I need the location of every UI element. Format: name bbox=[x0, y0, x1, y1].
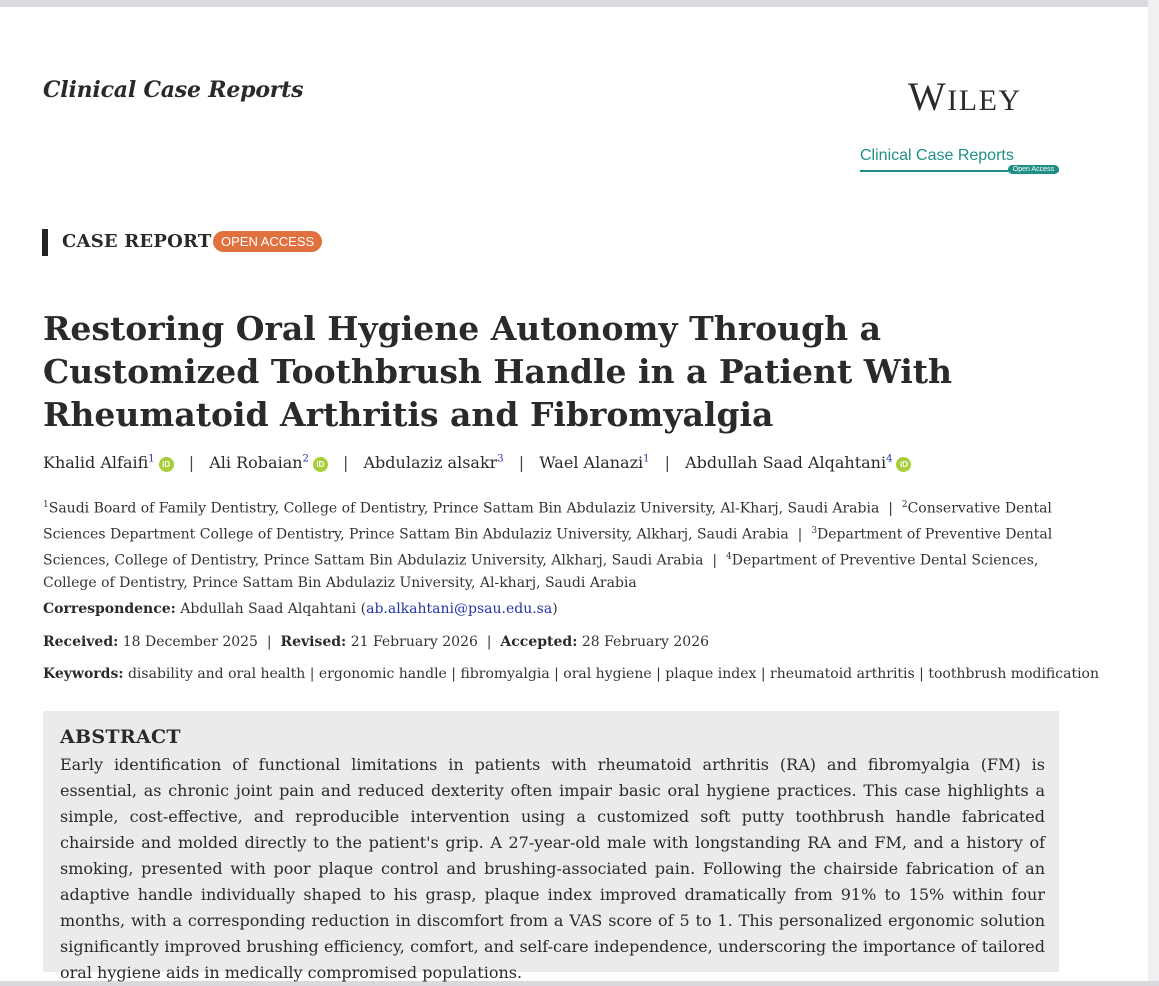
publisher-logo bbox=[908, 73, 1022, 120]
revised-date: 21 February 2026 bbox=[350, 634, 478, 650]
journal-brand-badge: Open Access bbox=[1008, 165, 1059, 174]
logo-initial: W bbox=[908, 74, 948, 119]
author-name[interactable]: Wael Alanazi bbox=[539, 453, 644, 472]
affiliation-ref: 3 bbox=[497, 453, 504, 465]
logo-rest: ILEY bbox=[947, 84, 1022, 117]
author-separator: | bbox=[343, 453, 349, 472]
correspondence: Correspondence: Abdullah Saad Alqahtani (ab.alkahtani@psau.edu.sa) bbox=[43, 601, 558, 617]
orcid-icon[interactable]: iD bbox=[896, 457, 911, 472]
orcid-icon[interactable]: iD bbox=[313, 457, 328, 472]
affiliations: $^1$Saudi Board of Family Dentistry, College of Dentistry, Prince Sattam Bin Abdulaziz University, Al-Kharj, Saudi Arabia | $^2$Conservative Dental Sciences Department College of Dentistry, Prince Sattam Bin Abdulaziz University, Alkharj, Saudi Arabia | $^3$Department of Preventive Dental Sciences, College of Dentistry, Prince Sattam Bin Abdulaziz University, Alkharj, Saudi Arabia | $^4$Department of Preventive Dental Sciences, College of Dentistry, Prince Sattam Bin Abdulaziz University, Al-kharj, Saudi Arabia bbox=[43, 500, 1053, 592]
journal-brand-name: Clinical Case Reports bbox=[860, 147, 1014, 164]
received-date: 18 December 2025 bbox=[122, 634, 258, 650]
keywords bbox=[43, 666, 1099, 682]
affiliation-ref: 1 bbox=[148, 453, 155, 465]
correspondence-email-link[interactable]: ab.alkahtani@psau.edu.sa bbox=[366, 601, 553, 617]
affiliation-text: Department of Preventive Dental Sciences, College of Dentistry, Prince Sattam Bin Abdulaziz University, Al-kharj, Saudi Arabia bbox=[43, 552, 1039, 592]
author-name[interactable]: Khalid Alfaifi bbox=[43, 453, 149, 472]
author-name[interactable]: Abdulaziz alsakr bbox=[363, 453, 498, 472]
affiliation-number: 1 bbox=[43, 500, 49, 510]
keywords-label: Keywords: bbox=[43, 666, 124, 682]
affiliation-text: Department of Preventive Dental Sciences, College of Dentistry, Prince Sattam Bin Abdulaziz University, Alkharj, Saudi Arabia bbox=[43, 526, 1053, 569]
received-label: Received: bbox=[43, 634, 119, 650]
revised-label: Revised: bbox=[280, 634, 347, 650]
open-access-badge: OPEN ACCESS bbox=[213, 231, 322, 252]
correspondence-label: Correspondence: bbox=[43, 601, 176, 617]
author-name[interactable]: Abdullah Saad Alqahtani bbox=[685, 453, 887, 472]
affiliation-number: 2 bbox=[901, 500, 908, 510]
keywords-list: disability and oral health | ergonomic handle | fibromyalgia | oral hygiene | plaque index | rheumatoid arthritis | toothbrush modification bbox=[127, 666, 1100, 682]
affiliation-ref: 4 bbox=[886, 453, 893, 465]
abstract-box bbox=[43, 711, 1059, 982]
article-type: CASE REPORT bbox=[62, 231, 212, 252]
author-list bbox=[43, 453, 911, 472]
page-edge bbox=[1148, 0, 1159, 981]
correspondence-name: Abdullah Saad Alqahtani bbox=[180, 601, 357, 617]
affiliation-text: Saudi Board of Family Dentistry, College of Dentistry, Prince Sattam Bin Abdulaziz University, Al-Kharj, Saudi Arabia bbox=[48, 500, 880, 517]
author-separator: | bbox=[518, 453, 525, 472]
author-name[interactable]: Ali Robaian bbox=[209, 453, 303, 472]
accepted-date: 28 February 2026 bbox=[581, 634, 710, 650]
abstract-text: Early identification of functional limitations in patients with rheumatoid arthritis (RA) and fibromyalgia (FM) is essential, as chronic joint pain and reduced dexterity often impair basic oral hygiene practices. This case highlights a simple, cost-effective, and reproducible intervention using a customized soft putty toothbrush handle fabricated chairside and molded directly to the patient's grip. A 27-year-old male with longstanding RA and FM, and a history of smoking, presented with poor plaque control and brushing-associated pain. Following the chairside fabrication of an adaptive handle individually shaped to his grasp, plaque index improved dramatically from 91% to 15% within four months, with a corresponding reduction in discomfort from a VAS score of 5 to 1. This personalized ergonomic solution significantly improved brushing efficiency, comfort, and self-care independence, underscoring the importance of tailored oral hygiene aids in medically compromised populations. bbox=[60, 755, 1045, 982]
affiliation-number: 4 bbox=[725, 552, 732, 563]
orcid-icon[interactable]: iD bbox=[159, 457, 174, 472]
author-separator: | bbox=[664, 453, 670, 472]
accepted-label: Accepted: bbox=[500, 634, 578, 650]
article-title: Restoring Oral Hygiene Autonomy Through a Customized Toothbrush Handle in a Patient With Rheumatoid Arthritis and Fibromyalgia bbox=[43, 309, 952, 434]
section-marker bbox=[42, 229, 48, 256]
affiliation-ref: 2 bbox=[302, 453, 309, 465]
affiliation-number: 3 bbox=[811, 526, 818, 537]
affiliation-ref: 1 bbox=[643, 453, 650, 465]
author-separator: | bbox=[188, 453, 195, 472]
article-dates: Received: 18 December 2025 | Revised: 21 February 2026 | Accepted: 28 February 2026 bbox=[43, 634, 710, 650]
abstract-heading: ABSTRACT bbox=[60, 726, 181, 748]
affiliation-text: Conservative Dental Sciences Department College of Dentistry, Prince Sattam Bin Abdulaziz University, Alkharj, Saudi Arabia bbox=[43, 500, 1052, 543]
journal-title: Clinical Case Reports bbox=[43, 77, 304, 103]
document-page bbox=[0, 7, 1148, 981]
journal-brand-logo bbox=[860, 147, 1059, 173]
